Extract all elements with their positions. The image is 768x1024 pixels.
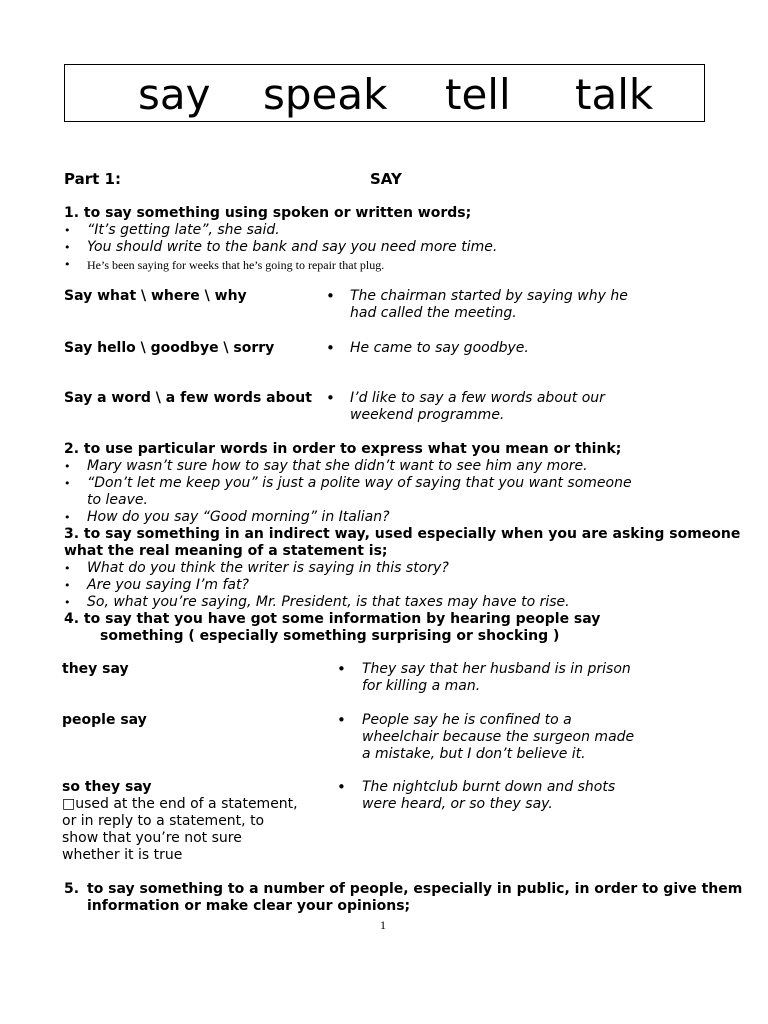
part-heading: SAY <box>370 170 402 188</box>
phrase-example: The chairman started by saying why he <box>350 288 628 304</box>
bullet: • <box>64 579 71 592</box>
s3-definition-cont: what the real meaning of a statement is; <box>64 543 388 559</box>
phrase-example: He came to say goodbye. <box>350 340 529 356</box>
s1-example-1: “It’s getting late”, she said. <box>87 222 280 238</box>
phrase-example: for killing a man. <box>362 678 481 694</box>
bullet: • <box>64 511 71 524</box>
bullet: • <box>326 339 335 357</box>
title-box <box>64 64 705 122</box>
s5-number: 5. <box>64 881 80 897</box>
bullet: • <box>64 460 71 473</box>
part-label: Part 1: <box>64 170 121 188</box>
s4-definition-cont: something ( especially something surprising or shocking ) <box>100 628 560 644</box>
s5-definition-cont: information or make clear your opinions; <box>87 898 411 914</box>
bullet: • <box>64 562 71 575</box>
phrase-example: The nightclub burnt down and shots <box>362 779 616 795</box>
phrase-example: had called the meeting. <box>350 305 517 321</box>
s2-definition: 2. to use particular words in order to express what you mean or think; <box>64 441 622 457</box>
s1-example-2: You should write to the bank and say you need more time. <box>87 239 498 255</box>
phrase-term: Say what \ where \ why <box>64 288 247 304</box>
s1-example-3: He’s been saying for weeks that he’s going to repair that plug. <box>87 258 385 272</box>
phrase-example: were heard, or so they say. <box>362 796 553 812</box>
phrase-example: wheelchair because the surgeon made <box>362 729 635 745</box>
s3-example-1: What do you think the writer is saying in this story? <box>87 560 449 576</box>
bullet: • <box>337 711 346 729</box>
s2-example-3: How do you say “Good morning” in Italian? <box>87 509 390 525</box>
phrase-note: □used at the end of a statement, <box>62 796 298 812</box>
s2-example-2: “Don’t let me keep you” is just a polite way of saying that you want someone <box>87 475 632 491</box>
phrase-term: Say a word \ a few words about <box>64 390 312 406</box>
phrase-term: they say <box>62 661 129 677</box>
page-number: 1 <box>380 918 386 932</box>
s5-definition: to say something to a number of people, especially in public, in order to give them <box>87 881 743 897</box>
title-word-say: say <box>138 70 211 119</box>
s2-example-1: Mary wasn’t sure how to say that she didn’t want to see him any more. <box>87 458 588 474</box>
bullet: • <box>64 258 71 271</box>
bullet: • <box>326 389 335 407</box>
bullet: • <box>64 596 71 609</box>
phrase-note: or in reply to a statement, to <box>62 813 265 829</box>
phrase-example: People say he is confined to a <box>362 712 572 728</box>
s3-example-3: So, what you’re saying, Mr. President, is that taxes may have to rise. <box>87 594 570 610</box>
phrase-example: They say that her husband is in prison <box>362 661 631 677</box>
s3-example-2: Are you saying I’m fat? <box>87 577 249 593</box>
phrase-example: a mistake, but I don’t believe it. <box>362 746 586 762</box>
title-word-talk: talk <box>575 70 654 119</box>
phrase-note: show that you’re not sure <box>62 830 242 846</box>
bullet: • <box>64 477 71 490</box>
phrase-example: weekend programme. <box>350 407 505 423</box>
bullet: • <box>64 224 71 237</box>
bullet: • <box>64 241 71 254</box>
phrase-term: so they say <box>62 779 152 795</box>
s3-definition: 3. to say something in an indirect way, used especially when you are asking someone <box>64 526 741 542</box>
s4-definition: 4. to say that you have got some information by hearing people say <box>64 611 601 627</box>
bullet: • <box>337 778 346 796</box>
title-word-tell: tell <box>445 70 511 119</box>
title-word-speak: speak <box>263 70 388 119</box>
bullet: • <box>326 287 335 305</box>
s2-example-2-cont: to leave. <box>87 492 148 508</box>
phrase-example: I’d like to say a few words about our <box>350 390 605 406</box>
phrase-term: people say <box>62 712 147 728</box>
phrase-term: Say hello \ goodbye \ sorry <box>64 340 275 356</box>
bullet: • <box>337 660 346 678</box>
phrase-note: whether it is true <box>62 847 183 863</box>
s1-definition: 1. to say something using spoken or written words; <box>64 205 472 221</box>
